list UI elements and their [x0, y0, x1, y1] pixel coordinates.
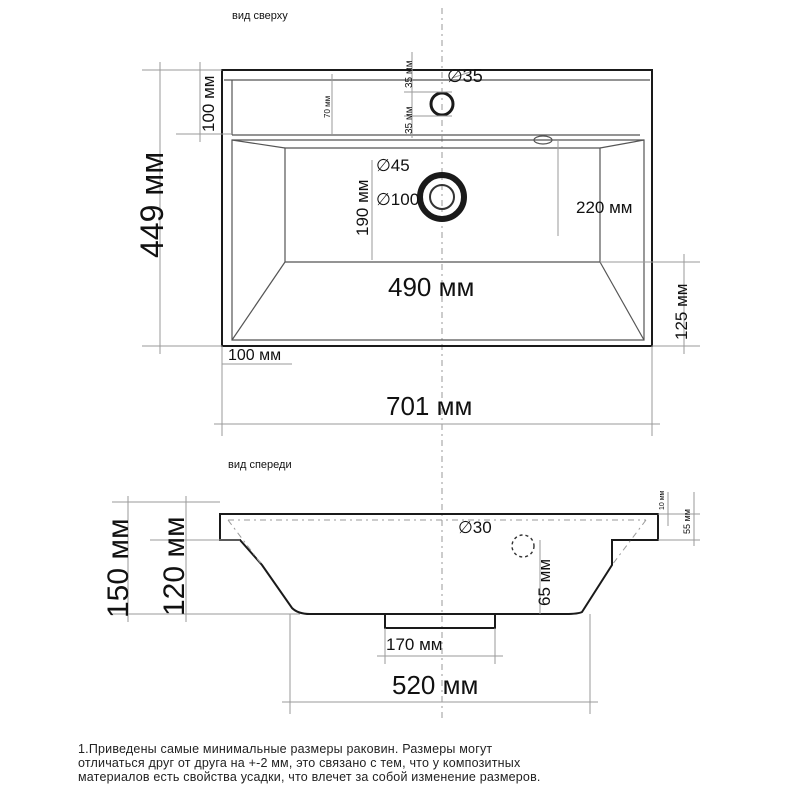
footnote-line: 1.Приведены самые минимальные размеры раковин. Размеры могут — [78, 742, 493, 756]
label-220: 220 мм — [576, 198, 633, 217]
label-width-701: 701 мм — [386, 391, 473, 421]
label-tap-35-bottom: 35 мм — [404, 106, 415, 134]
bowl-slope-tr — [600, 140, 644, 148]
label-depth-449: 449 мм — [134, 151, 170, 258]
label-tap-35-top: 35 мм — [404, 60, 415, 88]
label-shelf-100: 100 мм — [199, 75, 218, 132]
label-overflow-65: 65 мм — [535, 558, 554, 606]
footnote-line: отличаться друг от друга на +-2 мм, это связано с тем, что у композитных — [78, 756, 521, 770]
label-rim-100: 100 мм — [228, 347, 282, 364]
label-height-150: 150 мм — [102, 518, 135, 618]
label-drain-170: 170 мм — [386, 635, 443, 654]
label-125: 125 мм — [672, 283, 691, 340]
drain-outer — [420, 175, 464, 219]
label-190: 190 мм — [353, 179, 372, 236]
footnote — [78, 742, 768, 784]
label-width-520: 520 мм — [392, 670, 479, 700]
label-tap-diameter: ∅35 — [447, 66, 483, 86]
label-rim-10: 10 мм — [659, 490, 666, 510]
bowl-slope-br — [600, 262, 644, 340]
bowl-slope-bl — [232, 262, 285, 340]
label-70: 70 мм — [323, 95, 332, 118]
overflow-hole — [512, 535, 534, 557]
top-view-title: вид сверху — [232, 10, 288, 22]
label-drain-100: ∅100 — [376, 190, 420, 209]
footnote-line: материалов есть свойства усадки, что влечет за собой изменение размеров. — [78, 770, 541, 784]
label-drain-45: ∅45 — [376, 156, 410, 175]
label-overflow-30: ∅30 — [458, 518, 492, 537]
sink-front-outline — [220, 514, 658, 614]
drain-block — [385, 614, 495, 628]
label-height-120: 120 мм — [158, 516, 191, 616]
bowl-hidden-right — [612, 520, 646, 565]
label-bowl-width-490: 490 мм — [388, 272, 475, 302]
bowl-outer — [232, 140, 644, 340]
front-view-title: вид спереди — [228, 459, 292, 471]
label-rim-55: 55 мм — [682, 509, 692, 534]
bowl-slope-tl — [232, 140, 285, 148]
